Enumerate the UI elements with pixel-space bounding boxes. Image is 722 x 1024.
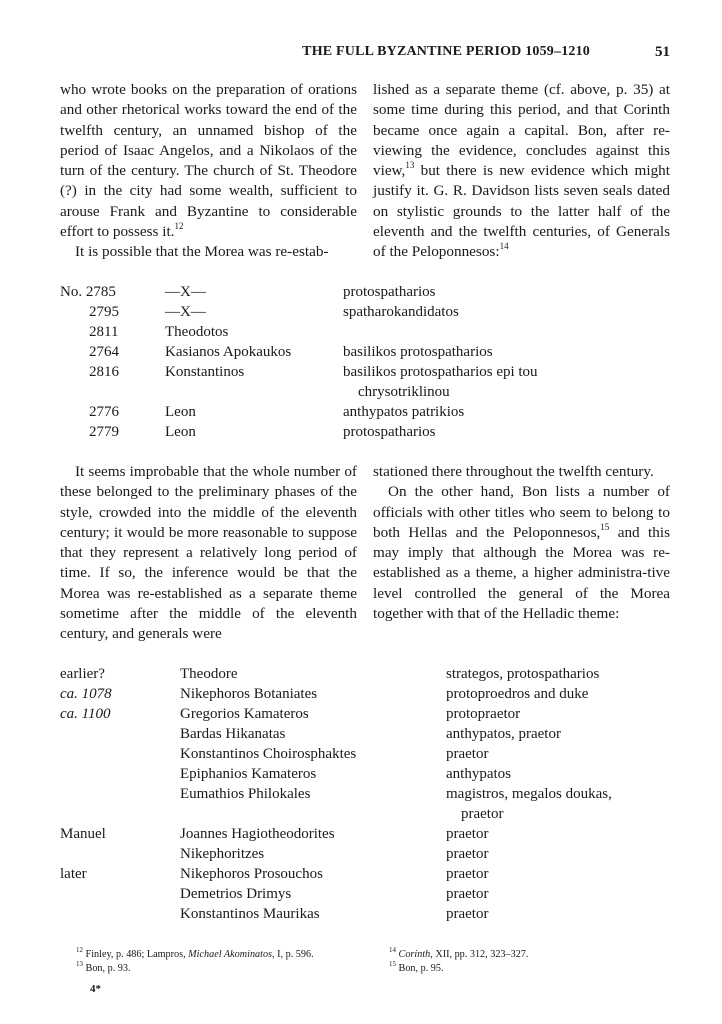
official-name: Gregorios Kamateros: [180, 706, 309, 722]
official-date: later: [60, 866, 87, 882]
footnote-number: 12: [76, 945, 83, 954]
signature-mark: 4*: [90, 983, 101, 995]
paragraph-text: and this may imply that although the Morea was re-established as a theme, a higher administra-tive level controlled the general of the Morea together with that of the Helladic theme:: [373, 523, 670, 623]
seal-title: basilikos protospatharios: [343, 344, 493, 360]
footnote-ref: 14: [499, 241, 509, 252]
official-title: praetor: [446, 906, 489, 922]
footnote-number: 14: [389, 945, 396, 954]
top-left-column: [60, 80, 357, 263]
official-title: praetor: [446, 746, 489, 762]
footnote-text: Bon, p. 93.: [85, 963, 131, 974]
footnote-text: Finley, p. 486; Lampros,: [85, 949, 189, 960]
official-name: Joannes Hagiotheodorites: [180, 826, 335, 842]
footnote-ref: 15: [600, 521, 610, 532]
official-date: ca. 1100: [60, 706, 111, 722]
seal-title: protospatharios: [343, 284, 436, 300]
seal-name: —X—: [165, 284, 206, 300]
paragraph-text: On the other hand, Bon lists a number of officials with other titles who seem to belong to both Hellas and the Peloponnesos,: [373, 483, 670, 541]
official-name: Bardas Hikanatas: [180, 726, 286, 742]
seal-number: 2795: [89, 304, 119, 320]
official-title: anthypatos, praetor: [446, 726, 561, 742]
official-name: Konstantinos Maurikas: [180, 906, 320, 922]
middle-left-column: [60, 462, 357, 645]
running-title: THE FULL BYZANTINE PERIOD 1059–1210: [302, 44, 590, 59]
official-date: Manuel: [60, 826, 106, 842]
seal-name: —X—: [165, 304, 206, 320]
paragraph: [373, 80, 670, 263]
official-date: ca. 1078: [60, 686, 112, 702]
footnote-number: 13: [76, 959, 83, 968]
footnote-text: , XII, pp. 312, 323–327.: [430, 949, 529, 960]
seal-name: Leon: [165, 424, 196, 440]
seal-number: 2816: [89, 364, 119, 380]
top-right-column: [373, 80, 670, 263]
paragraph-text: lished as a separate theme (cf. above, p. 35) at some time during this period, and that Corinth became once again a capital. Bon, after re-viewing the evidence, concludes against this view,: [373, 81, 670, 180]
official-name: Nikephoros Prosouchos: [180, 866, 323, 882]
seal-title: basilikos protospatharios epi tou: [343, 364, 538, 380]
paragraph-text: but there is new evidence which might justify it. G. R. Davidson lists seven seals dated on stylistic grounds to the latter half of the eleventh and the twelfth centuries, of Generals of the Peloponnesos:: [373, 162, 670, 261]
seal-number: 2764: [89, 344, 119, 360]
seal-name: Theodotos: [165, 324, 229, 340]
footnote-ref: 13: [405, 160, 415, 171]
seal-number: No. 2785: [60, 284, 116, 300]
footnote-12: [76, 945, 314, 962]
seal-number: 2811: [89, 324, 119, 340]
seal-number: 2779: [89, 424, 119, 440]
footnote-number: 15: [389, 959, 396, 968]
official-title: magistros, megalos doukas,: [446, 786, 612, 802]
official-date: earlier?: [60, 666, 105, 682]
seal-title: anthypatos patrikios: [343, 404, 465, 420]
official-title: anthypatos: [446, 766, 511, 782]
footnote-italic: Corinth: [398, 949, 431, 960]
official-title-continued: praetor: [461, 806, 504, 822]
official-name: Nikephoros Botaniates: [180, 686, 318, 702]
paragraph: [373, 482, 670, 624]
official-title: protoproedros and duke: [446, 686, 589, 702]
running-header: [60, 44, 670, 66]
official-title: protopraetor: [446, 706, 521, 722]
seal-name: Konstantinos: [165, 364, 245, 380]
seal-number: 2776: [89, 404, 119, 420]
official-name: Eumathios Philokales: [180, 786, 311, 802]
footnote-text: Bon, p. 95.: [398, 963, 444, 974]
page-number: 51: [655, 44, 670, 60]
footnote-14: [389, 945, 529, 962]
footnote-italic: Michael Akominatos: [188, 949, 273, 960]
official-name: Theodore: [180, 666, 238, 682]
official-name: Konstantinos Choirosphaktes: [180, 746, 357, 762]
footnote-ref: 12: [174, 221, 184, 232]
paragraph: stationed there throughout the twelfth century.: [373, 463, 654, 480]
paragraph: It is possible that the Morea was re-estab-: [75, 243, 329, 261]
paragraph: It seems improbable that the whole number of these belonged to the preliminary phases of the style, crowded into the middle of the eleventh century; it would be more reasonable to suppose that they represent a relatively long period of time. If so, the inference would be that the Morea was re-established as a separate theme sometime after the middle of the eleventh century, and generals were: [60, 463, 357, 643]
official-name: Epiphanios Kamateros: [180, 766, 317, 782]
official-name: Nikephoritzes: [180, 846, 265, 862]
footnote-13: [76, 959, 131, 976]
footnote-15: [389, 959, 444, 976]
seal-title: protospatharios: [343, 424, 436, 440]
seal-name: Kasianos Apokaukos: [165, 344, 292, 360]
seal-title: spatharokandidatos: [343, 304, 459, 320]
official-title: praetor: [446, 866, 489, 882]
official-title: praetor: [446, 826, 489, 842]
official-title: praetor: [446, 846, 489, 862]
paragraph: [60, 80, 357, 242]
official-title: praetor: [446, 886, 489, 902]
seal-name: Leon: [165, 404, 196, 420]
official-title: strategos, protospatharios: [446, 666, 600, 682]
paragraph-text: who wrote books on the preparation of orations and other rhetorical works toward the end of the twelfth century, an unnamed bishop of the period of Isaac Angelos, and a Nikolaos of the turn of the century. The church of St. Theodore (?) in the city had some wealth, sufficient to arouse Frank and Byzantine to considerable effort to possess it.: [60, 81, 357, 241]
footnote-text: , I, p. 596.: [272, 949, 314, 960]
seal-title-continued: chrysotriklinou: [358, 384, 450, 400]
middle-right-column: [373, 462, 670, 624]
official-name: Demetrios Drimys: [180, 886, 292, 902]
